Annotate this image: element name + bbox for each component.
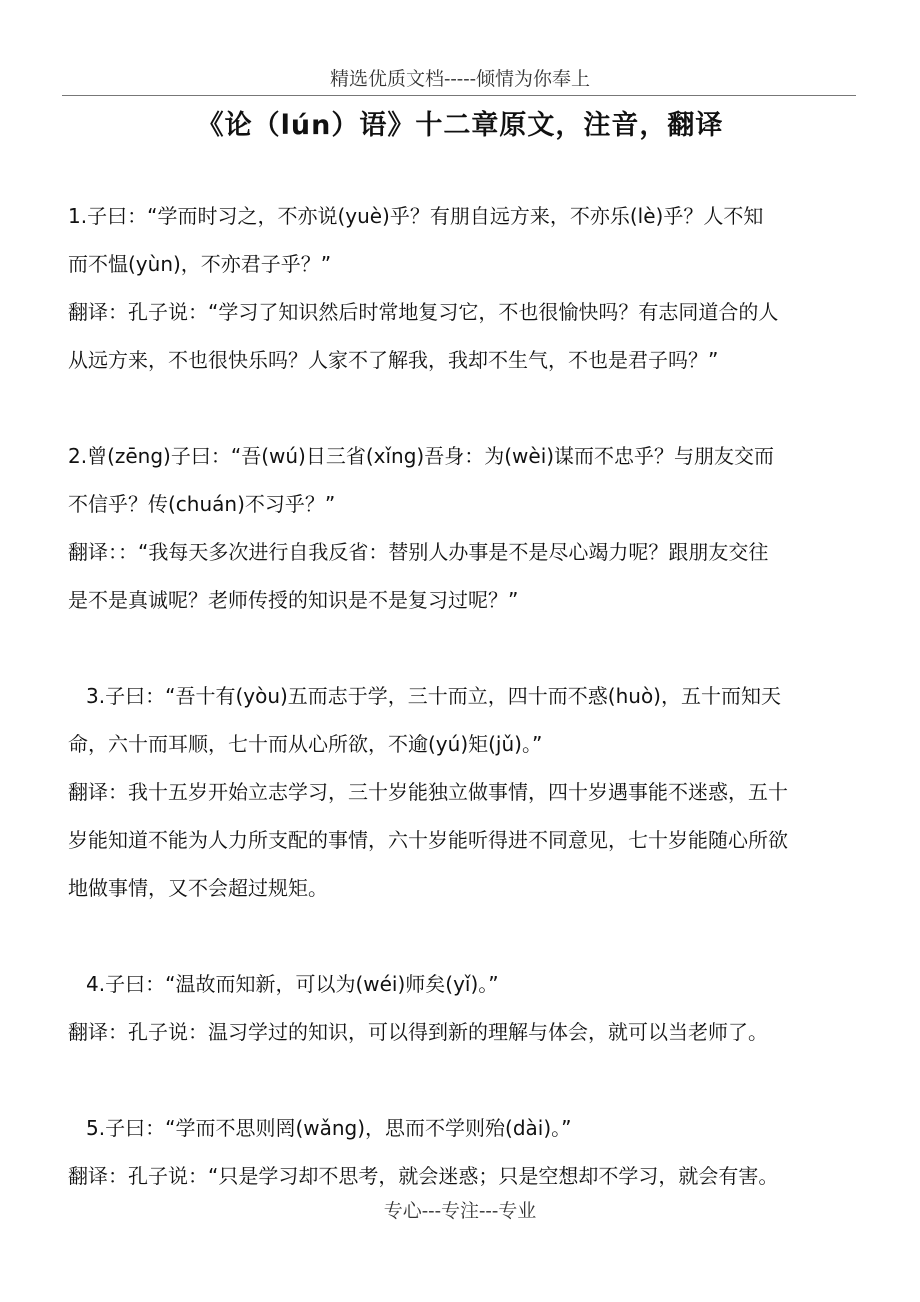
section-5 [68, 1104, 852, 1200]
translation-line: 从远方来，不也很快乐吗？人家不了解我，我却不生气，不也是君子吗？” [68, 348, 719, 372]
original-text-line: 2.曾(zēng)子曰：“吾(wú)日三省(xǐng)吾身：为(wèi)谋而不忠乎？与朋友交而 [68, 444, 775, 468]
translation-line: 翻译：孔子说：“学习了知识然后时常地复习它，不也很愉快吗？有志同道合的人 [68, 300, 779, 324]
section-3 [68, 672, 852, 912]
original-text-line: 而不愠(yùn)，不亦君子乎？” [68, 252, 332, 276]
original-text-line: 5.子曰：“学而不思则罔(wǎng)，思而不学则殆(dài)。” [86, 1116, 572, 1140]
section-2 [68, 432, 852, 624]
section-spacer [68, 384, 852, 432]
translation-line: 翻译：：“我每天多次进行自我反省：替别人办事是不是尽心竭力呢？跟朋友交往 [68, 540, 769, 564]
original-text-line: 1.子曰：“学而时习之，不亦说(yuè)乎？有朋自远方来，不亦乐(lè)乎？人不知 [68, 204, 764, 228]
translation-line: 翻译：孔子说：“只是学习却不思考，就会迷惑；只是空想却不学习，就会有害。 [68, 1164, 779, 1188]
original-text-line: 3.子曰：“吾十有(yòu)五而志于学，三十而立，四十而不惑(huò)，五十而知天 [86, 684, 781, 708]
section-spacer [68, 912, 852, 960]
translation-line: 是不是真诚呢？老师传授的知识是不是复习过呢？” [68, 588, 519, 612]
section-spacer [68, 1056, 852, 1104]
section-4 [68, 960, 852, 1056]
document-title: 《论（lún）语》十二章原文，注音，翻译 [196, 110, 724, 141]
original-text-line: 4.子曰：“温故而知新，可以为(wéi)师矣(yǐ)。” [86, 972, 499, 996]
original-text-line: 不信乎？传(chuán)不习乎？” [68, 492, 336, 516]
header-divider [62, 95, 856, 96]
section-spacer [68, 624, 852, 672]
translation-line: 岁能知道不能为人力所支配的事情，六十岁能听得进不同意见，七十岁能随心所欲 [68, 828, 788, 852]
translation-line: 翻译：孔子说：温习学过的知识，可以得到新的理解与体会，就可以当老师了。 [68, 1020, 768, 1044]
page-header: 精选优质文档-----倾情为你奉上 [329, 68, 591, 90]
document-body [68, 192, 852, 1200]
page-footer: 专心---专注---专业 [383, 1200, 537, 1222]
translation-line: 地做事情，又不会超过规矩。 [68, 876, 328, 900]
original-text-line: 命，六十而耳顺，七十而从心所欲，不逾(yú)矩(jǔ)。” [68, 732, 543, 756]
translation-line: 翻译：我十五岁开始立志学习，三十岁能独立做事情，四十岁遇事能不迷惑，五十 [68, 780, 788, 804]
section-1 [68, 192, 852, 384]
